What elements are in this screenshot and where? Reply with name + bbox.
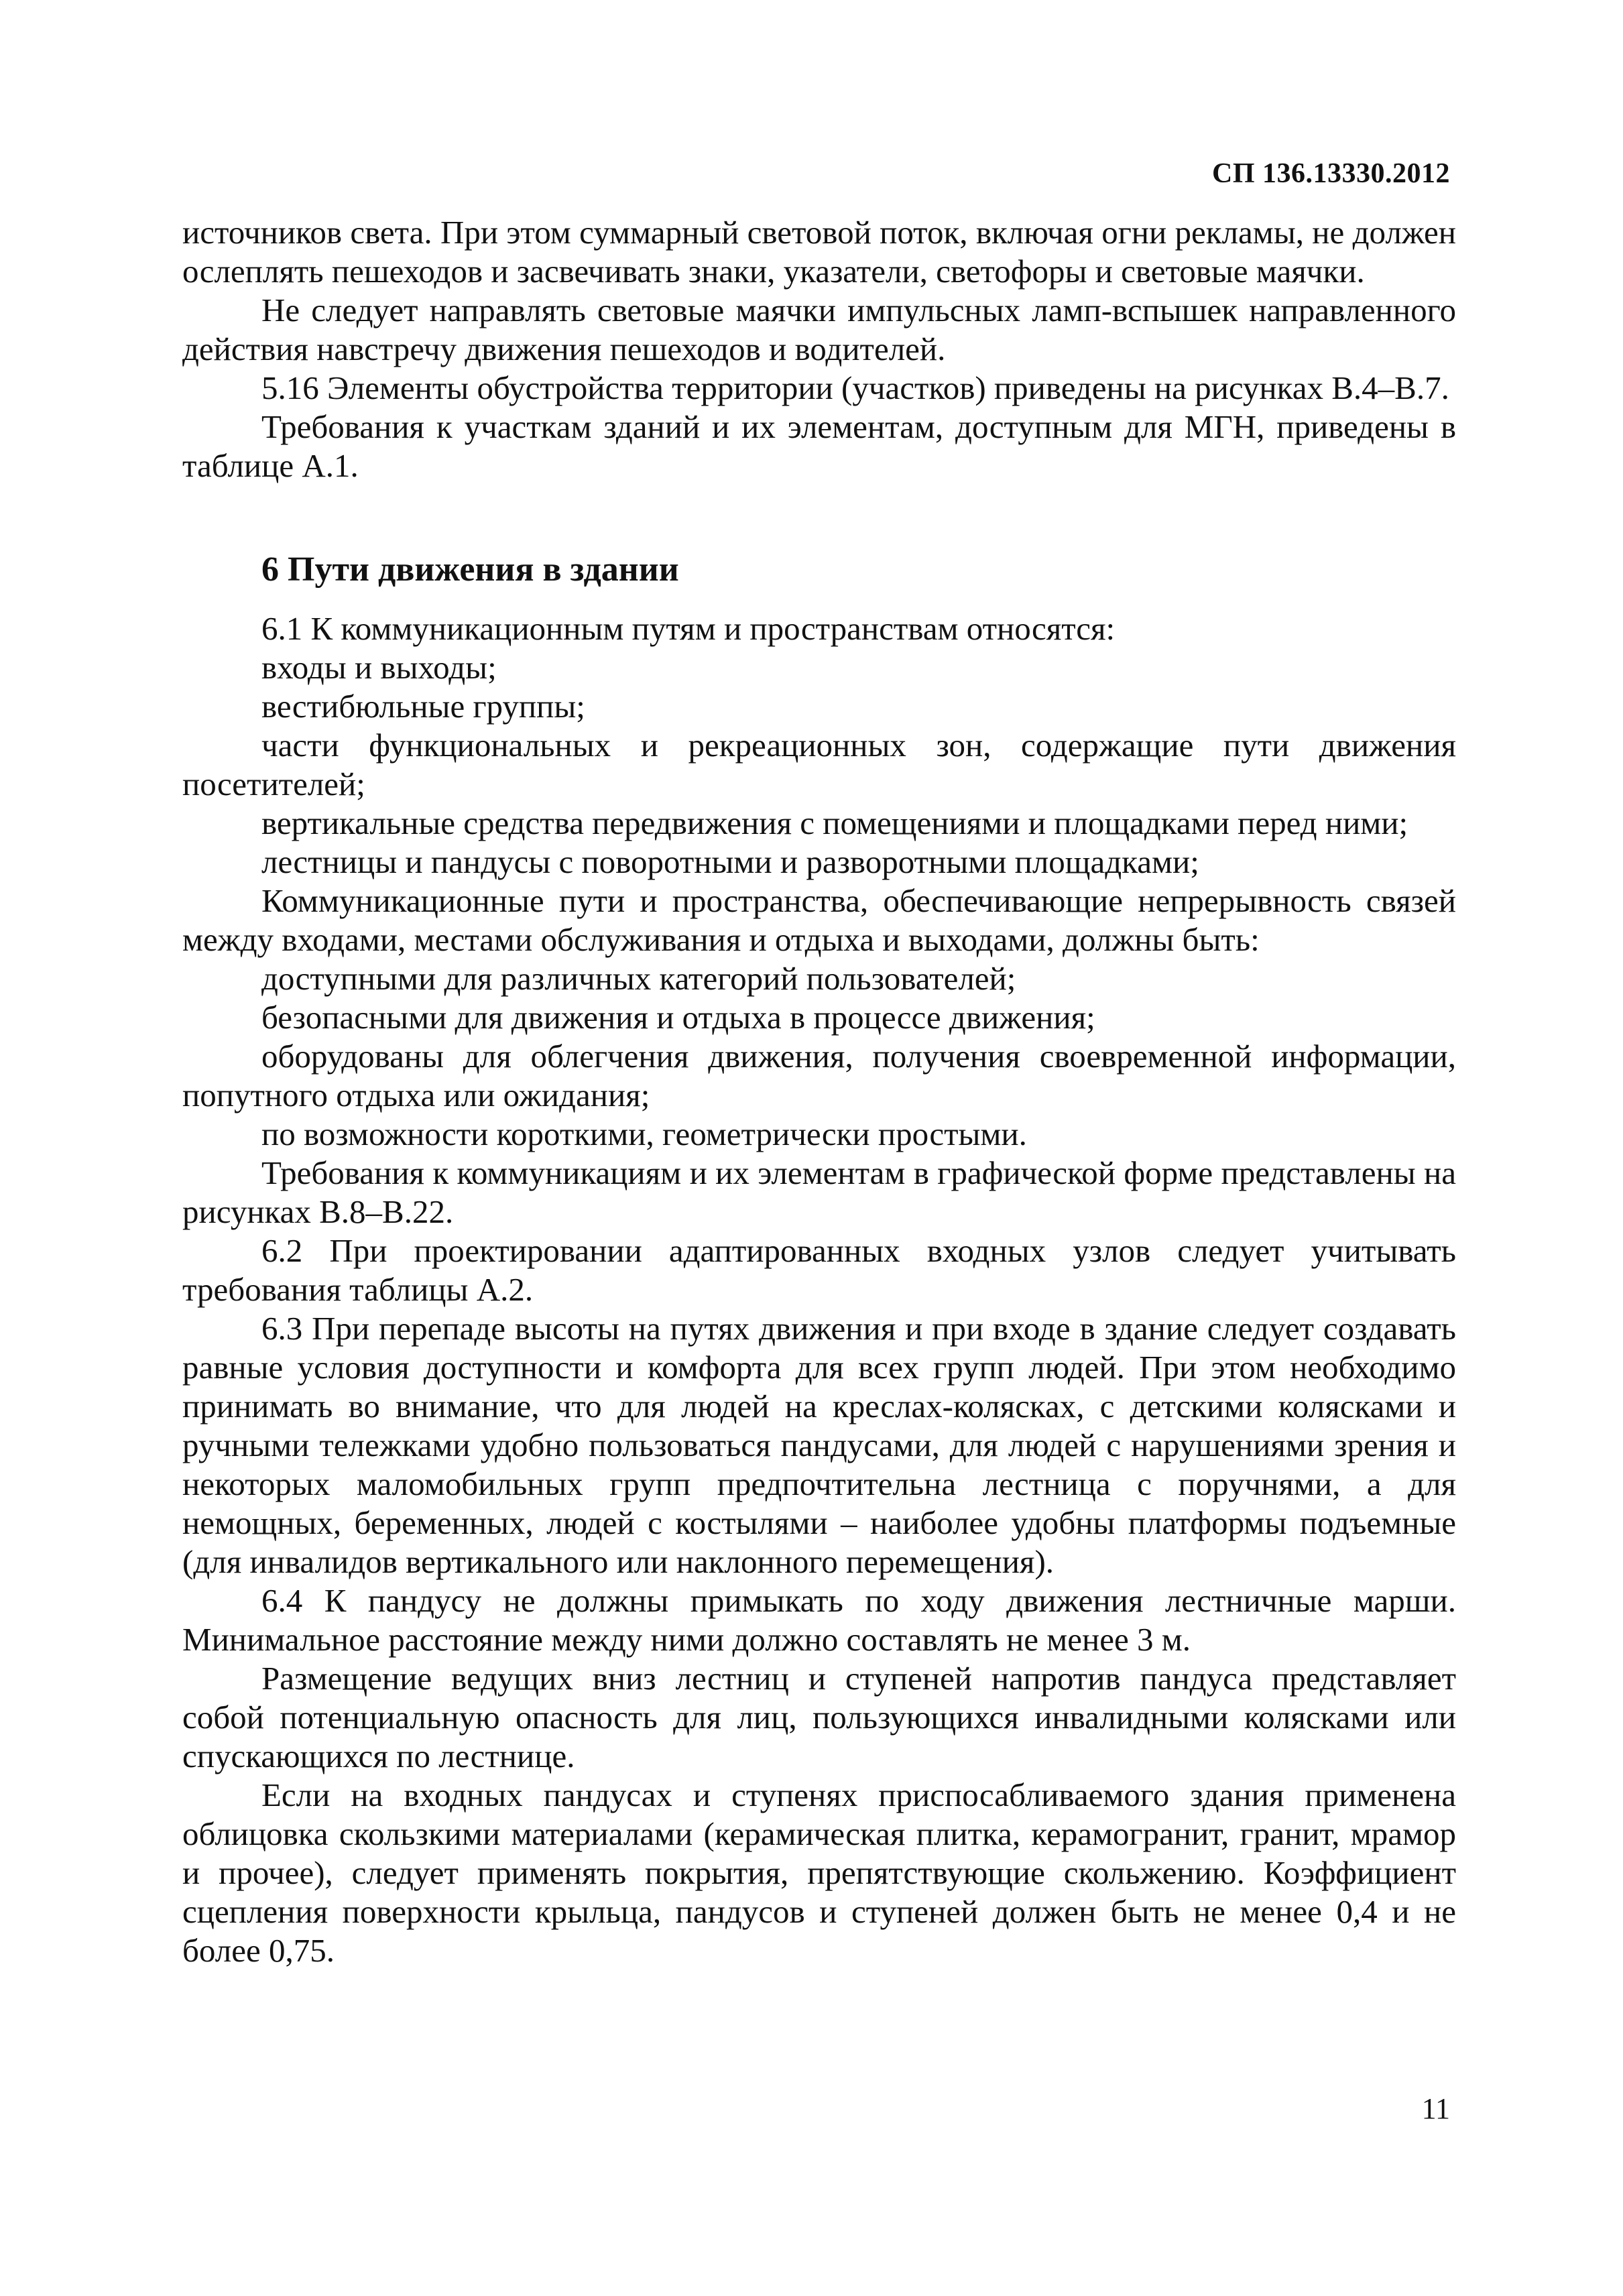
paragraph-5-16: 5.16 Элементы обустройства территории (участков) приведены на рисунках В.4–В.7. <box>261 369 1449 406</box>
list-item: части функциональных и рекреационных зон, содержащие пути движения посетителей; <box>182 727 1456 802</box>
list-item: по возможности короткими, геометрически простыми. <box>261 1115 1027 1152</box>
list-item: вертикальные средства передвижения с помещениями и площадками перед ними; <box>261 804 1408 841</box>
paragraph-stairs-placement: Размещение ведущих вниз лестниц и ступеней напротив пандуса представляет собой потенциальную опасность для лиц, пользующихся инвалидными колясками или спускающихся по лестнице. <box>182 1660 1456 1774</box>
paragraph-table-a1: Требования к участкам зданий и их элементам, доступным для МГН, приведены в таблице А.1. <box>182 408 1456 484</box>
paragraph-6-4: 6.4 К пандусу не должны примыкать по ходу движения лестничные марши. Минимальное расстояние между ними должно составлять не менее 3 м. <box>182 1582 1456 1658</box>
list-item: доступными для различных категорий пользователей; <box>261 960 1016 997</box>
paragraph-beacons: Не следует направлять световые маячки импульсных ламп-вспышек направленного действия навстречу движения пешеходов и водителей. <box>182 292 1456 367</box>
list-item: входы и выходы; <box>261 649 497 686</box>
paragraph-6-3: 6.3 При перепаде высоты на путях движения и при входе в здание следует создавать равные условия доступности и комфорта для всех групп людей. При этом необходимо принимать во внимание, что для людей на креслах-колясках, с детскими колясками и ручными тележками удобно пользоваться пандусами, для людей с нарушениями зрения и некоторых маломобильных групп предпочтительна лестница с поручнями, а для немощных, беременных, людей с костылями – наиболее удобны платформы подъемные (для инвалидов вертикального или наклонного перемещения). <box>182 1310 1456 1580</box>
paragraph-graphic-requirements: Требования к коммуникациям и их элементам в графической форме представлены на рисунках В.8–В.22. <box>182 1154 1456 1230</box>
paragraph-slippery-materials: Если на входных пандусах и ступенях приспосабливаемого здания применена облицовка скользкими материалами (керамическая плитка, керамогранит, гранит, мрамор и прочее), следует применять покрытия, препятствующие скольжению. Коэффициент сцепления поверхности крыльца, пандусов и ступеней должен быть не менее 0,4 и не более 0,75. <box>182 1776 1456 1969</box>
list-item: вестибюльные группы; <box>261 688 585 725</box>
section-6-heading: 6 Пути движения в здании <box>261 550 679 589</box>
paragraph-light-sources: источников света. При этом суммарный световой поток, включая огни рекламы, не должен ослеплять пешеходов и засвечивать знаки, указатели, светофоры и световые маячки. <box>182 214 1456 290</box>
paragraph-6-1: 6.1 К коммуникационным путям и пространствам относятся: <box>261 610 1116 647</box>
list-item: лестницы и пандусы с поворотными и разворотными площадками; <box>261 843 1199 880</box>
list-item: оборудованы для облегчения движения, получения своевременной информации, попутного отдыха или ожидания; <box>182 1038 1456 1113</box>
paragraph-communication-paths: Коммуникационные пути и пространства, обеспечивающие непрерывность связей между входами, местами обслуживания и отдыха и выходами, должны быть: <box>182 882 1456 958</box>
page-body <box>182 213 1456 1970</box>
page-number: 11 <box>1421 2092 1450 2125</box>
list-item: безопасными для движения и отдыха в процессе движения; <box>261 999 1095 1036</box>
paragraph-6-2: 6.2 При проектировании адаптированных входных узлов следует учитывать требования таблицы А.2. <box>182 1232 1456 1308</box>
document-code-header: СП 136.13330.2012 <box>1212 158 1450 189</box>
